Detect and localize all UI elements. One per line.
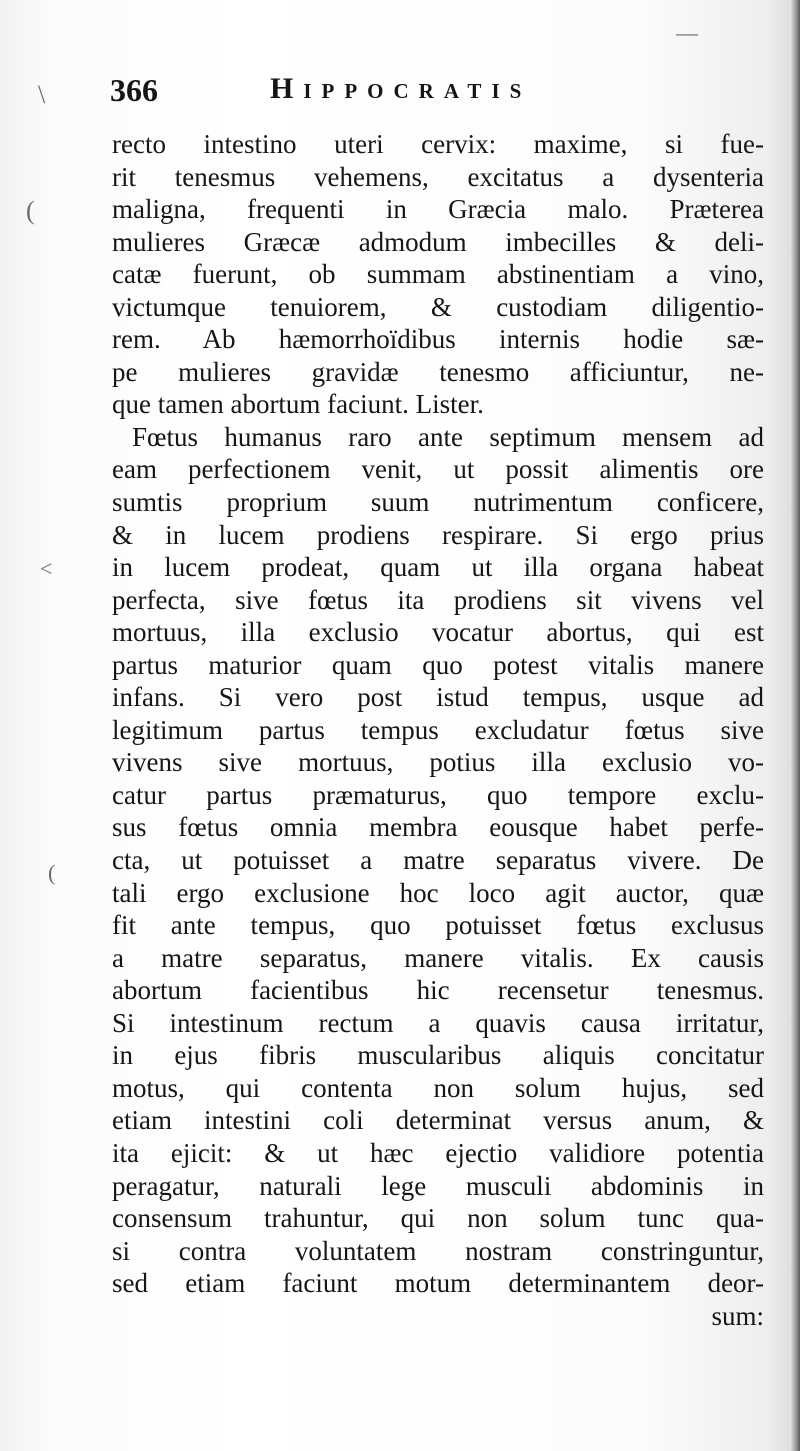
- body-text: [112, 128, 764, 1332]
- text-line: tali ergo exclusione hoc loco agit auctor, quæ: [112, 877, 764, 908]
- text-line: que tamen abortum faciunt. Lister.: [112, 389, 484, 420]
- text-line: abortum facientibus hic recensetur tenesmus.: [112, 975, 764, 1006]
- text-line: sumtis proprium suum nutrimentum conficere,: [112, 487, 764, 518]
- margin-mark: —: [676, 20, 698, 45]
- text-line: cta, ut potuisset a matre separatus vivere. De: [112, 845, 764, 876]
- text-line: si contra voluntatem nostram constringuntur,: [112, 1235, 764, 1266]
- text-line: Si intestinum rectum a quavis causa irritatur,: [112, 1007, 764, 1038]
- text-line: Fœtus humanus raro ante septimum mensem ad: [132, 421, 764, 452]
- text-line: eam perfectionem venit, ut possit alimentis ore: [112, 454, 764, 485]
- text-line: sum:: [711, 1300, 764, 1331]
- margin-mark: (: [48, 860, 56, 885]
- text-line: recto intestino uteri cervix: maxime, si fue-: [112, 129, 764, 159]
- page-edge-shadow: [790, 0, 800, 1451]
- text-line: etiam intestini coli determinat versus anum, &: [112, 1105, 764, 1136]
- text-line: in ejus fibris muscularibus aliquis concitatur: [112, 1040, 764, 1071]
- text-line: vivens sive mortuus, potius illa exclusio vo-: [112, 747, 764, 778]
- margin-mark: <: [40, 556, 53, 581]
- margin-mark: \: [38, 80, 46, 109]
- text-line: ita ejicit: & ut hæc ejectio validiore potentia: [112, 1137, 764, 1168]
- text-line: consensum trahuntur, qui non solum tunc qua-: [112, 1203, 764, 1234]
- text-line: & in lucem prodiens respirare. Si ergo prius: [112, 519, 764, 550]
- margin-mark: (: [26, 196, 35, 225]
- text-line: catur partus præmaturus, quo tempore exclu-: [112, 779, 764, 810]
- text-line: catæ fuerunt, ob summam abstinentiam a vino,: [112, 259, 764, 290]
- text-line: fit ante tempus, quo potuisset fœtus exclusus: [112, 910, 764, 941]
- text-line: sus fœtus omnia membra eousque habet perfe-: [112, 812, 764, 843]
- text-line: a matre separatus, manere vitalis. Ex causis: [112, 942, 764, 973]
- text-line: pe mulieres gravidæ tenesmo afficiuntur, ne-: [112, 356, 764, 387]
- text-line: perfecta, sive fœtus ita prodiens sit vivens vel: [112, 584, 764, 615]
- text-line: maligna, frequenti in Græcia malo. Præterea: [112, 194, 764, 225]
- text-line: mulieres Græcæ admodum imbecilles & deli-: [112, 226, 764, 257]
- text-line: sed etiam faciunt motum determinantem deor-: [112, 1268, 764, 1299]
- text-line: in lucem prodeat, quam ut illa organa habeat: [112, 552, 764, 583]
- text-line: motus, qui contenta non solum hujus, sed: [112, 1072, 764, 1103]
- text-line: mortuus, illa exclusio vocatur abortus, qui est: [112, 617, 764, 648]
- text-line: rem. Ab hæmorrhoïdibus internis hodie sæ-: [112, 324, 764, 355]
- text-line: victumque tenuiorem, & custodiam diligentio-: [112, 291, 764, 322]
- text-line: peragatur, naturali lege musculi abdominis in: [112, 1170, 764, 1201]
- page-number: 366: [110, 72, 158, 108]
- text-line: partus maturior quam quo potest vitalis manere: [112, 649, 764, 680]
- running-head: [110, 72, 650, 112]
- text-line: legitimum partus tempus excludatur fœtus sive: [112, 714, 764, 745]
- text-line: infans. Si vero post istud tempus, usque ad: [112, 682, 764, 713]
- running-head-title: Hippocratis: [270, 72, 532, 105]
- text-line: rit tenesmus vehemens, excitatus a dysenteria: [112, 161, 764, 192]
